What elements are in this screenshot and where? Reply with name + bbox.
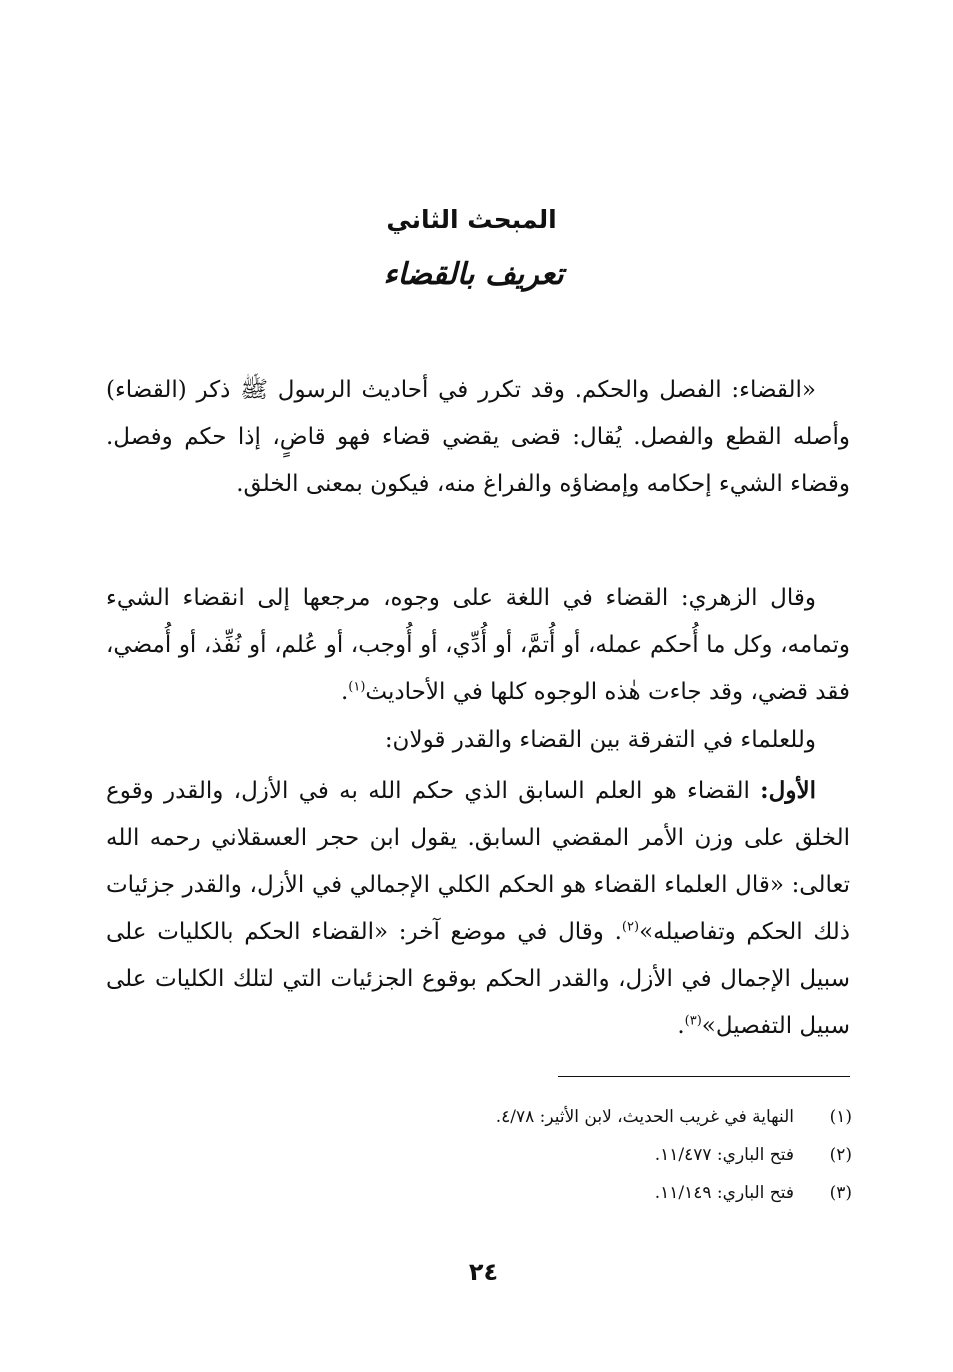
footnote-ref-1[interactable]: (١) bbox=[348, 679, 366, 695]
footnote-ref-2[interactable]: (٢) bbox=[621, 919, 640, 935]
paragraph-text: وقال الزهري: القضاء في اللغة على وجوه، مرجعها إلى انقضاء الشيء وتمامه، وكل ما أُحكم عمله، أو أُتمَّ، أو أُدِّي، أو أُوجب، أو عُلم، أو نُفِّذ، أو أُمضي، فقد قضي، وقد جاءت هٰذه الوجوه كلها في الأحاديث bbox=[106, 585, 850, 705]
lead-word: الأول: bbox=[760, 777, 816, 804]
footnote-item bbox=[300, 1136, 852, 1174]
footnote-text: النهاية في غريب الحديث، لابن الأثير: ٤/٧٨. bbox=[495, 1107, 794, 1127]
paragraph-text-continued: . وقال في موضع آخر: «القضاء الحكم بالكليات على سبيل الإجمال في الأزل، والقدر الحكم بوقوع الجزئيات التي لتلك الكليات على سبيل التفصيل» bbox=[106, 919, 850, 1039]
paragraph-text: «القضاء: الفصل والحكم. وقد تكرر في أحاديث الرسول ﷺ ذكر (القضاء) وأصله القطع والفصل. يُقال: قضى يقضي قضاء فهو قاضٍ، إذا حكم وفصل. وقضاء الشيء إحكامه وإمضاؤه والفراغ منه، فيكون بمعنى الخلق. bbox=[106, 377, 850, 497]
footnote-divider bbox=[558, 1076, 850, 1077]
footnote-item bbox=[300, 1174, 852, 1212]
footnote-text: فتح الباري: ١١/٤٧٧. bbox=[654, 1145, 794, 1165]
paragraph-text: وللعلماء في التفرقة بين القضاء والقدر قولان: bbox=[384, 727, 816, 753]
footnote-number: (٣) bbox=[829, 1183, 852, 1203]
paragraph-zuhri bbox=[106, 575, 850, 716]
paragraph-definition bbox=[106, 367, 850, 508]
chapter-heading bbox=[0, 200, 953, 298]
paragraph-text: القضاء هو العلم السابق الذي حكم الله به في الأزل، والقدر وقوع الخلق على وزن الأمر المقضي السابق. يقول ابن حجر العسقلاني رحمه الله تعالى: «قال العلماء القضاء هو الحكم الكلي الإجمالي في الأزل، والقدر جزئيات ذلك الحكم وتفاصيله» bbox=[106, 778, 850, 945]
page-number: ٢٤ bbox=[468, 1258, 499, 1286]
footnote-number: (١) bbox=[829, 1107, 852, 1127]
section-title: تعريف بالقضاء bbox=[383, 257, 564, 292]
footnote-number: (٢) bbox=[829, 1145, 852, 1165]
footnotes bbox=[300, 1098, 852, 1212]
paragraph-scholars bbox=[106, 717, 850, 764]
section-heading: المبحث الثاني bbox=[386, 205, 557, 234]
paragraph-end: . bbox=[677, 1013, 685, 1039]
paragraph-first-opinion bbox=[106, 767, 850, 1050]
footnote-text: فتح الباري: ١١/١٤٩. bbox=[654, 1183, 794, 1203]
footnote-item bbox=[300, 1098, 852, 1136]
footnote-ref-3[interactable]: (٣) bbox=[684, 1013, 702, 1029]
paragraph-end: . bbox=[340, 679, 349, 705]
